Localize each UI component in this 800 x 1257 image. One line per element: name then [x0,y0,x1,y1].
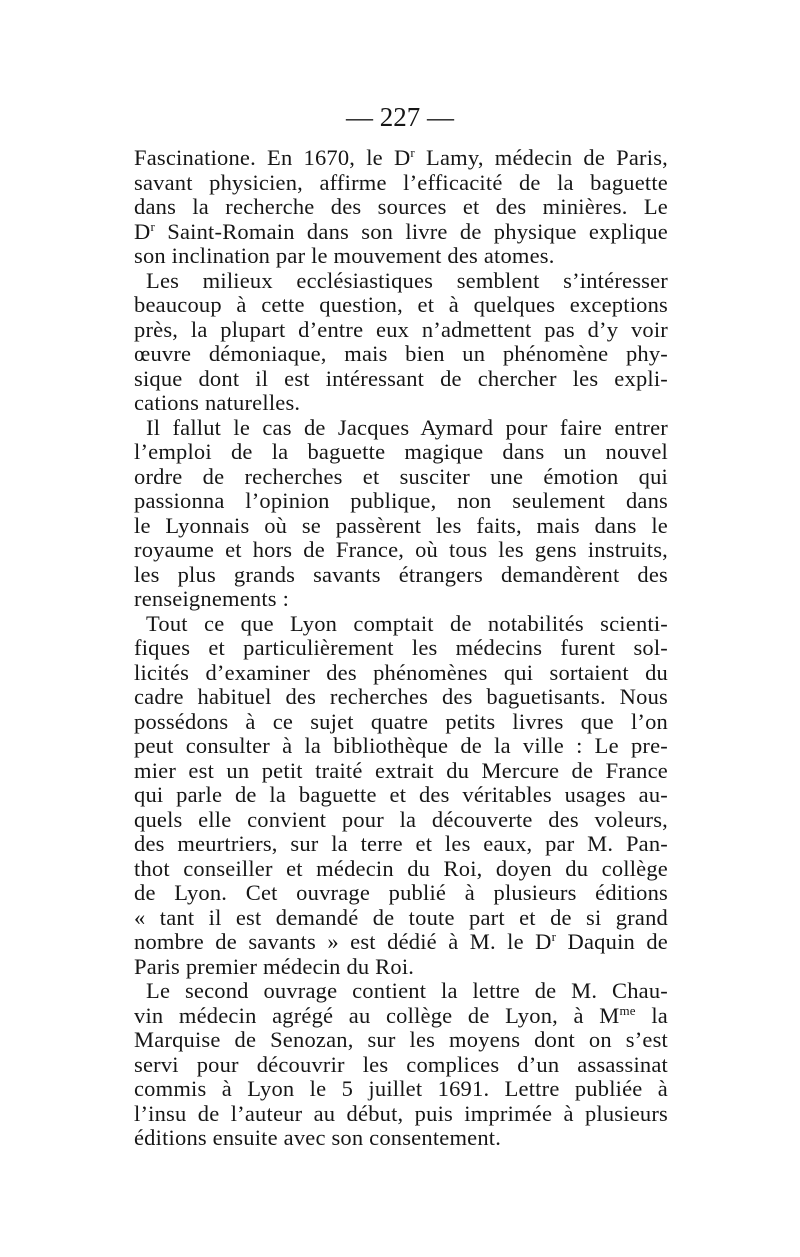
page-number: — 227 — [346,102,454,132]
text-line [134,857,668,882]
text-line [134,955,668,980]
text-run: les plus grands savants étrangers demandèrent des [134,561,668,587]
text-line [134,832,668,857]
text-line [134,146,668,171]
text-line [134,759,668,784]
text-line [134,1077,668,1102]
text-run: peut consulter à la bibliothèque de la ville : Le pre- [134,733,668,758]
text-line [134,685,668,710]
superscript: r [150,218,155,234]
text-run: nombre de savants » est dédié à M. le D [134,929,552,954]
text-run: cadre habituel des recherches des baguetisants. Nous [134,684,668,709]
text-line [134,465,668,490]
text-run: mier est un petit traité extrait du Mercure de France [134,757,668,783]
text-run: Fascinatione. En 1670, le D [134,145,411,170]
text-line [134,269,668,294]
text-run: servi pour découvrir les complices d’un assassinat [134,1051,668,1077]
text-line [134,489,668,514]
text-run: beaucoup à cette question, et à quelques exceptions [134,292,668,317]
text-line [134,734,668,759]
text-line [134,636,668,661]
text-run: commis à Lyon le 5 juillet 1691. Lettre publiée à [134,1076,668,1101]
text-run: Saint-Romain dans son livre de physique explique [154,218,668,244]
text-run: le Lyonnais où se passèrent les faits, mais dans le [134,512,668,538]
text-run: sique dont il est intéressant de chercher les expli- [134,365,668,391]
text-run: Paris premier médecin du Roi. [134,953,415,979]
text-run: dans la recherche des sources et des minières. Le [134,194,668,219]
text-line [134,318,668,343]
text-line [134,416,668,441]
text-line [134,244,668,269]
text-run: passionna l’opinion publique, non seulement dans [134,488,668,513]
text-run: quels elle convient pour la découverte des voleurs, [134,806,668,832]
text-run: possédons à ce sujet quatre petits livres que l’on [134,708,668,734]
text-run: « tant il est demandé de toute part et de si grand [134,904,668,930]
text-line [134,440,668,465]
text-run: savant physicien, affirme l’efficacité de la baguette [134,169,668,195]
text-run: œuvre démoniaque, mais bien un phénomène phy- [134,341,668,366]
text-run: thot conseiller et médecin du Roi, doyen du collège [134,855,668,881]
text-line [134,342,668,367]
text-line [134,906,668,931]
text-line [134,1126,668,1151]
text-line [134,293,668,318]
text-run: Le second ouvrage contient la lettre de M. Chau- [146,978,668,1003]
text-run: l’insu de l’auteur au début, puis imprimée à plusieurs [134,1100,668,1126]
text-line [134,195,668,220]
text-line [134,563,668,588]
text-line [134,587,668,612]
text-run: de Lyon. Cet ouvrage publié à plusieurs éditions [134,880,668,905]
text-line [134,1053,668,1078]
superscript: r [551,929,557,944]
text-run: près, la plupart d’entre eux n’admettent pas d’y voir [134,316,668,342]
text-run: des meurtriers, sur la terre et les eaux, par M. Pan- [134,831,668,856]
text-run: Daquin de [556,929,668,954]
text-run: Marquise de Senozan, sur les moyens dont on s’est [134,1027,668,1052]
text-line [134,514,668,539]
text-line [134,710,668,735]
text-run: licités d’examiner des phénomènes qui sortaient du [134,659,668,685]
text-run: ordre de recherches et susciter une émotion qui [134,463,668,489]
text-line [134,808,668,833]
superscript: me [619,1002,636,1018]
text-run: cations naturelles. [134,390,301,415]
text-line [134,391,668,416]
text-line [134,881,668,906]
text-line [134,979,668,1004]
text-line [134,661,668,686]
text-run: royaume et hors de France, où tous les gens instruits, [134,537,668,562]
text-line [134,1028,668,1053]
text-line [134,612,668,637]
text-run: qui parle de la baguette et des véritables usages au- [134,782,668,807]
text-run: Lamy, médecin de Paris, [414,145,668,170]
text-line [134,1004,668,1029]
text-line [134,538,668,563]
text-run: vin médecin agrégé au collège de Lyon, à M [134,1002,620,1028]
text-run: l’emploi de la baguette magique dans un nouvel [134,439,668,464]
body-text [134,146,668,1151]
text-run: son inclination par le mouvement des atomes. [134,243,555,268]
text-run: Il fallut le cas de Jacques Aymard pour faire entrer [146,414,668,440]
text-run: D [134,218,151,244]
text-line [134,783,668,808]
text-run: fiques et particulièrement les médecins furent sol- [134,635,668,660]
text-line [134,220,668,245]
text-line [134,1102,668,1127]
text-run: Les milieux ecclésiastiques semblent s’intéresser [146,267,668,293]
superscript: r [410,145,415,160]
text-line [134,367,668,392]
text-line [134,171,668,196]
text-line [134,930,668,955]
text-run: la [635,1002,668,1028]
text-run: éditions ensuite avec son consentement. [134,1125,502,1150]
text-run: Tout ce que Lyon comptait de notabilités scienti- [146,610,668,636]
text-run: renseignements : [134,586,290,611]
